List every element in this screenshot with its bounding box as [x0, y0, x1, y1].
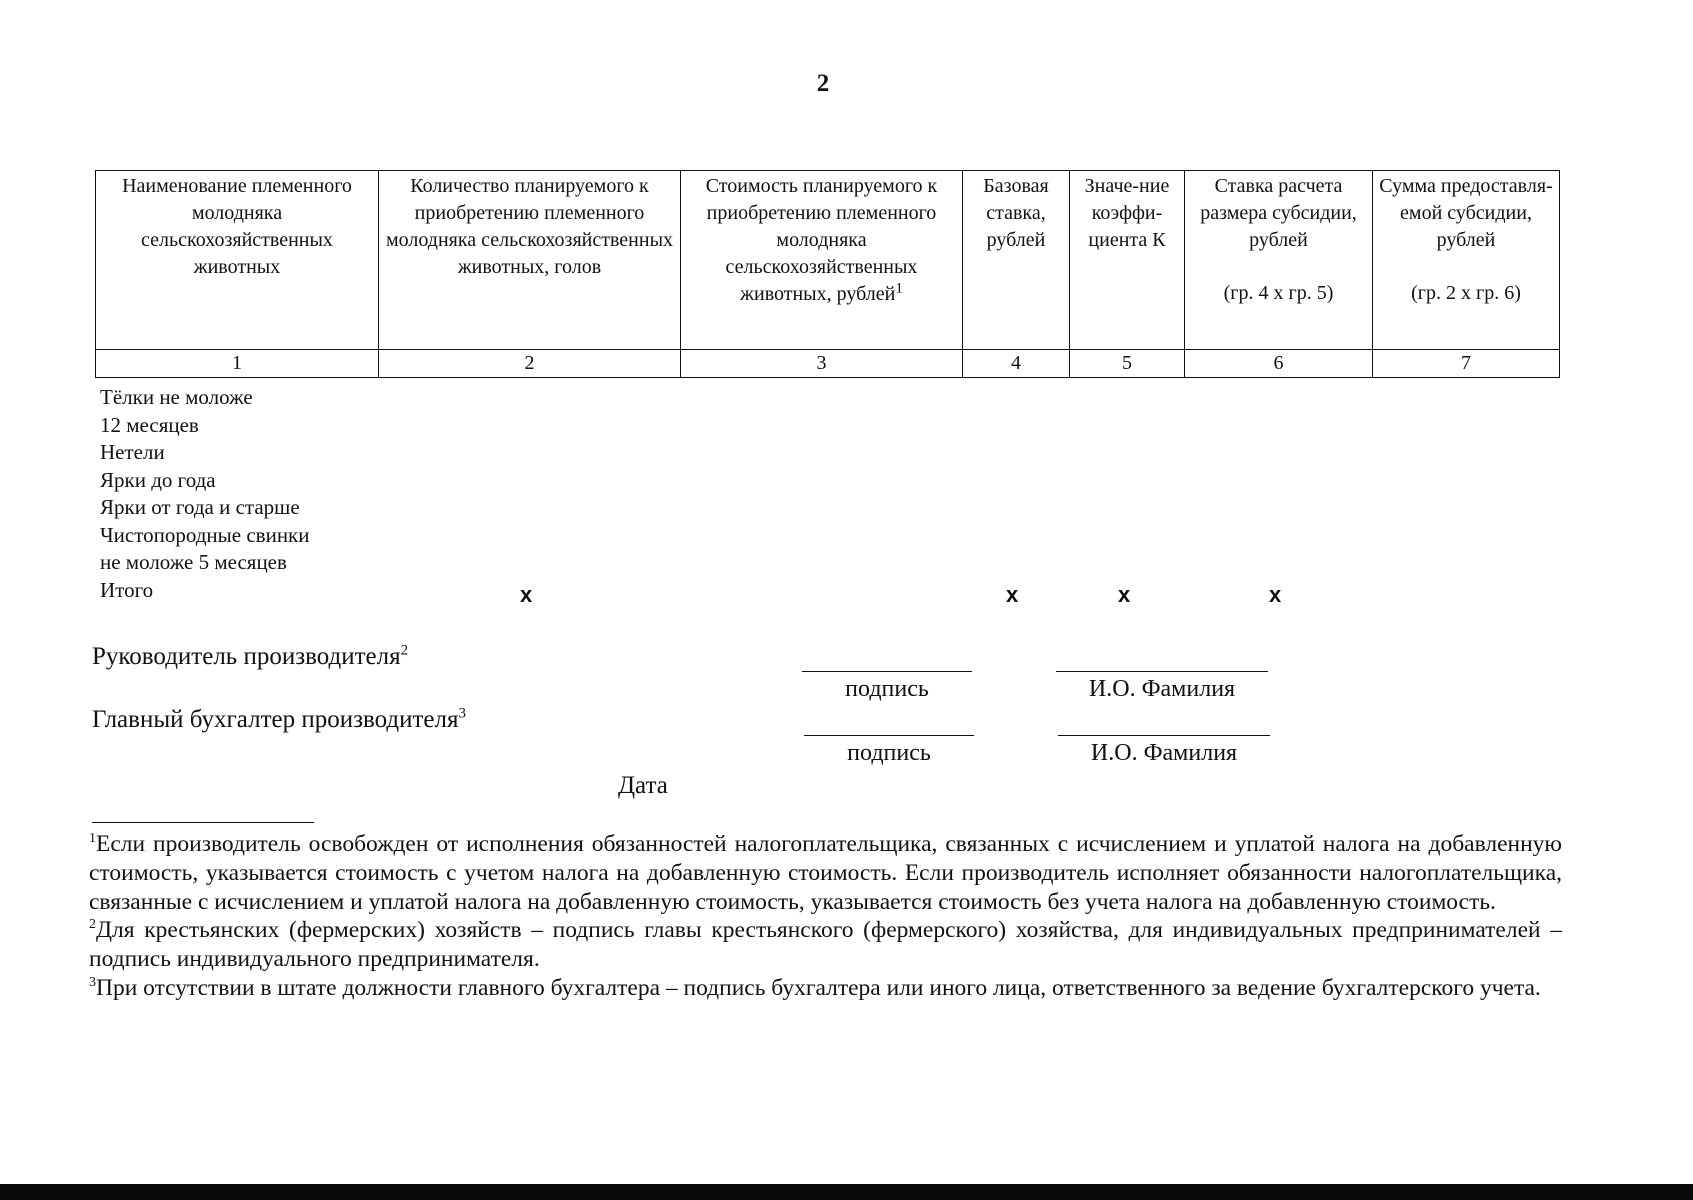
footnote-separator: [92, 822, 314, 823]
column-number: 1: [96, 350, 379, 378]
role-text: Главный бухгалтер производителя: [92, 706, 459, 733]
column-number: 4: [963, 350, 1070, 378]
row-label: Ярки до года: [100, 467, 216, 492]
date-label: Дата: [618, 772, 668, 799]
footnote-text: Для крестьянских (фермерских) хозяйств – подпись главы крестьянского (фермерского) хозяйства, для индивидуальных предпринимателей – подпись индивидуального предпринимателя.: [89, 917, 1562, 973]
footnote-text: При отсутствии в штате должности главного бухгалтера – подпись бухгалтера или иного лица, ответственного за ведение бухгалтерского учета.: [96, 974, 1541, 1001]
signature-line: [804, 735, 974, 736]
header-coefficient: [1070, 171, 1185, 350]
total-mark-base-rate: х: [1006, 582, 1019, 607]
footnote: [89, 916, 1562, 974]
footnote: [89, 974, 1562, 1003]
header-text: Стоимость планируемого к приобретению племенного молодняка сельскохозяйственных животных, рублей: [705, 175, 938, 305]
name-line: [1056, 671, 1268, 672]
header-text: Значе-ние коэффи-циента К: [1084, 175, 1170, 251]
row-label-total: Итого: [100, 577, 154, 602]
header-text: Наименование племенного молодняка сельскохозяйственных животных: [122, 175, 352, 278]
footnote-ref: 3: [458, 705, 466, 722]
header-text: Сумма предоставля-емой субсидии, рублей: [1379, 175, 1553, 251]
row-label: 12 месяцев: [100, 412, 199, 437]
name-caption: И.О. Фамилия: [1088, 676, 1236, 702]
role-text: Руководитель производителя: [92, 643, 401, 670]
row-label: Нетели: [100, 440, 165, 464]
column-number: 3: [681, 350, 963, 378]
signature-role-head: [92, 643, 408, 671]
row-label: Чистопородные свинки: [100, 522, 310, 547]
table-header-row: [96, 171, 1560, 350]
footnote-number: 1: [89, 831, 96, 847]
header-formula: (гр. 2 х гр. 6): [1411, 282, 1521, 304]
column-number: 5: [1070, 350, 1185, 378]
header-quantity: [379, 171, 681, 350]
footnote-ref: 2: [400, 642, 409, 659]
name-line: [1058, 735, 1270, 736]
row-label: не моложе 5 месяцев: [100, 550, 287, 574]
footnote-number: 3: [89, 975, 96, 991]
header-text: Базовая ставка, рублей: [983, 175, 1049, 251]
total-mark-coefficient: х: [1118, 582, 1131, 607]
signature-role-accountant: [92, 706, 466, 734]
footnote: [89, 830, 1562, 916]
header-subsidy-sum: [1373, 171, 1560, 350]
signature-caption: подпись: [845, 676, 929, 702]
total-mark-quantity: х: [520, 582, 533, 607]
header-animal-name: [96, 171, 379, 350]
header-base-rate: [963, 171, 1070, 350]
column-number: 6: [1185, 350, 1373, 378]
header-text: Ставка расчета размера субсидии, рублей: [1200, 175, 1357, 251]
header-calc-rate: [1185, 171, 1373, 350]
footnote-ref: 1: [895, 280, 903, 297]
header-text: Количество планируемого к приобретению племенного молодняка сельскохозяйственных животных, голов: [385, 175, 674, 278]
column-number: 7: [1373, 350, 1560, 378]
footnotes: [89, 830, 1562, 1003]
total-mark-calc-rate: х: [1269, 582, 1282, 607]
column-number: 2: [379, 350, 681, 378]
row-label: Тёлки не моложе: [100, 385, 253, 409]
page-number: 2: [816, 70, 830, 97]
footnote-text: Если производитель освобожден от исполнения обязанностей налогоплательщика, связанных с исчислением и уплатой налога на добавленную стоимость, указывается стоимость с учетом налога на добавленную стоимость. Если производитель исполняет обязанности налогоплательщика, связанные с исчислением и уплатой налога на добавленную стоимость, указывается стоимость без учета налога на добавленную стоимость.: [89, 831, 1562, 915]
subsidy-table: [95, 170, 1560, 378]
footnote-number: 2: [89, 917, 96, 933]
signature-caption: подпись: [847, 740, 931, 766]
row-labels: [100, 384, 310, 604]
header-formula: (гр. 4 х гр. 5): [1223, 282, 1334, 304]
scan-edge-bar: [0, 1184, 1693, 1200]
header-cost: [681, 171, 963, 350]
column-number-row: [96, 350, 1560, 378]
signature-line: [802, 671, 972, 672]
name-caption: И.О. Фамилия: [1090, 740, 1238, 766]
row-label: Ярки от года и старше: [100, 495, 300, 519]
